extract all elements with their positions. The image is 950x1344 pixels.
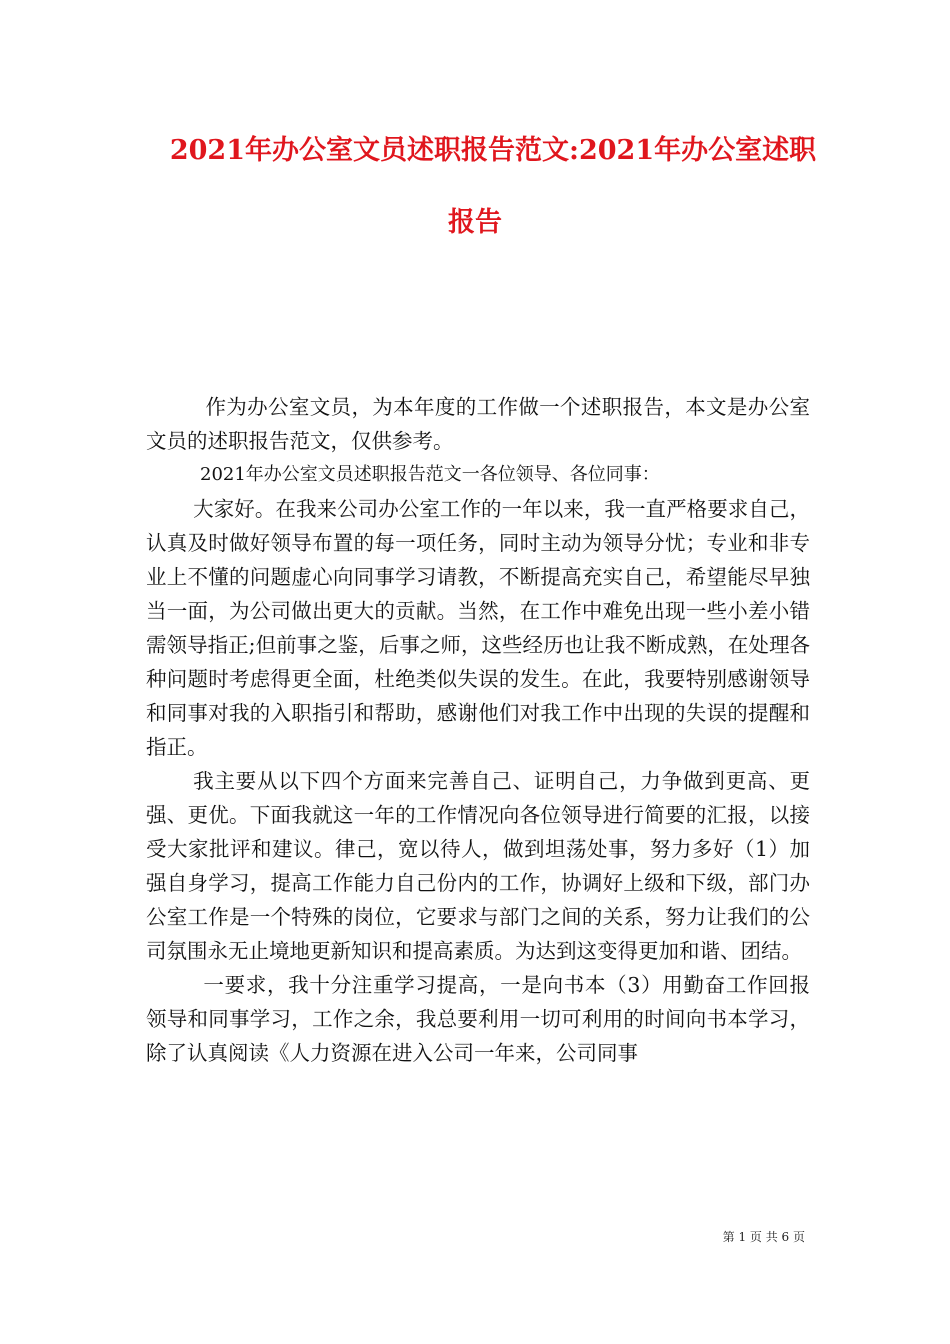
- document-title-line-2: 报告: [448, 207, 502, 238]
- paragraph-greeting: 大家好。在我来公司办公室工作的一年以来，我一直严格要求自己，认真及时做好领导布置的每一项任务，同时主动为领导分忧；专业和非专业上不懂的问题虚心向同事学习请教，不断提高充实自己，希望能尽早独当一面，为公司做出更大的贡献。当然，在工作中难免出现一些小差小错需领导指正;但前事之鉴，后事之师，这些经历也让我不断成熟，在处理各种问题时考虑得更全面，杜绝类似失误的发生。在此，我要特别感谢领导和同事对我的入职指引和帮助，感谢他们对我工作中出现的失误的提醒和指正。: [146, 497, 810, 759]
- paragraph-four-aspects: 我主要从以下四个方面来完善自己、证明自己，力争做到更高、更强、更优。下面我就这一年的工作情况向各位领导进行简要的汇报，以接受大家批评和建议。律己，宽以待人，做到坦荡处事，努力多好（1）加强自身学习，提高工作能力自己份内的工作，协调好上级和下级，部门办公室工作是一个特殊的岗位，它要求与部门之间的关系，努力让我们的公司氛围永无止境地更新知识和提高素质。为达到这变得更加和谐、团结。: [146, 769, 810, 963]
- paragraph-salutation: 2021年办公室文员述职报告范文一各位领导、各位同事：: [200, 464, 660, 485]
- document-body: [146, 390, 810, 1070]
- paragraph-study: 一要求，我十分注重学习提高，一是向书本（3）用勤奋工作回报领导和同事学习，工作之余，我总要利用一切可利用的时间向书本学习，除了认真阅读《人力资源在进入公司一年来，公司同事: [146, 973, 810, 1065]
- page-number: 第 1 页 共 6 页: [722, 1230, 805, 1244]
- paragraph-intro: 作为办公室文员，为本年度的工作做一个述职报告，本文是办公室文员的述职报告范文，仅供参考。: [146, 395, 810, 453]
- document-title-line-1: 2021年办公室文员述职报告范文:2021年办公室述职: [169, 135, 817, 166]
